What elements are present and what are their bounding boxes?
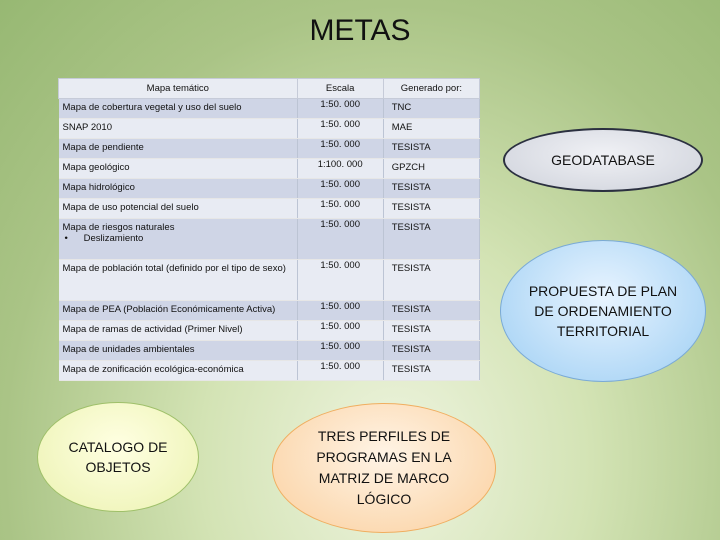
map-name: Mapa de ramas de actividad (Primer Nivel) [62,324,243,335]
map-scale: 1:50. 000 [297,301,383,321]
table-row [59,119,480,139]
table-row [59,361,480,381]
map-name: Mapa de pendiente [62,142,144,153]
map-generated-by: MAE [383,119,479,139]
tres-perfiles-ellipse [272,403,496,533]
header-mapa-tematico: Mapa temático [59,79,298,99]
table-header-row [59,79,480,99]
map-name: Mapa de población total (definido por el tipo de sexo) [62,263,286,274]
map-name: Mapa hidrológico [62,182,135,193]
map-scale: 1:50. 000 [297,119,383,139]
map-scale: 1:50. 000 [297,99,383,119]
map-name-cell [59,321,298,341]
map-generated-by: GPZCH [383,159,479,179]
map-scale: 1:50. 000 [297,139,383,159]
table-row [59,341,480,361]
map-name-cell [59,139,298,159]
thematic-maps-table [58,78,480,381]
map-name: Mapa de unidades ambientales [62,344,195,355]
map-name-cell [59,301,298,321]
map-generated-by: TESISTA [383,321,479,341]
map-generated-by: TESISTA [383,341,479,361]
table-row [59,159,480,179]
catalogo-objetos-ellipse [37,402,199,512]
map-scale: 1:50. 000 [297,179,383,199]
map-name-cell [59,99,298,119]
propuesta-plan-ellipse [500,240,706,382]
map-generated-by: TESISTA [383,260,479,301]
map-name: Mapa de zonificación ecológica-económica [62,364,244,375]
map-generated-by: TESISTA [383,219,479,260]
header-escala: Escala [297,79,383,99]
map-name: SNAP 2010 [62,122,112,133]
map-scale: 1:50. 000 [297,219,383,260]
slide-title: METAS [309,14,411,47]
map-generated-by: TESISTA [383,301,479,321]
map-name-cell [59,341,298,361]
table-row [59,99,480,119]
header-generado-por: Generado por: [383,79,479,99]
map-name: Mapa de PEA (Población Económicamente Activa) [62,304,276,315]
map-scale: 1:50. 000 [297,341,383,361]
map-scale: 1:50. 000 [297,199,383,219]
map-scale: 1:50. 000 [297,260,383,301]
map-name: Mapa de riesgos naturales [62,222,175,233]
table-row [59,260,480,301]
map-generated-by: TESISTA [383,179,479,199]
map-name-cell [59,260,298,301]
map-sub-item: • Deslizamiento [64,233,144,244]
map-scale: 1:50. 000 [297,361,383,381]
table-row [59,139,480,159]
map-name-cell [59,159,298,179]
table-row [59,199,480,219]
map-name-cell [59,119,298,139]
map-name: Mapa de cobertura vegetal y uso del suelo [62,102,242,113]
map-generated-by: TNC [383,99,479,119]
table-row [59,321,480,341]
map-scale: 1:100. 000 [297,159,383,179]
tres-perfiles-label: TRES PERFILES DE PROGRAMAS EN LA MATRIZ DE MARCO LÓGICO [316,428,452,507]
propuesta-plan-label: PROPUESTA DE PLAN DE ORDENAMIENTO TERRITORIAL [528,283,678,339]
table-row [59,179,480,199]
map-name-cell [59,361,298,381]
map-generated-by: TESISTA [383,199,479,219]
map-scale: 1:50. 000 [297,321,383,341]
map-name: Mapa geológico [62,162,130,173]
map-name-cell [59,199,298,219]
map-name: Mapa de uso potencial del suelo [62,202,199,213]
map-name-cell [59,179,298,199]
table-row [59,301,480,321]
map-name-cell [59,219,298,260]
geodatabase-ellipse: GEODATABASE [503,128,703,192]
map-generated-by: TESISTA [383,361,479,381]
catalogo-objetos-label: CATALOGO DE OBJETOS [68,439,168,475]
table-row [59,219,480,260]
map-generated-by: TESISTA [383,139,479,159]
